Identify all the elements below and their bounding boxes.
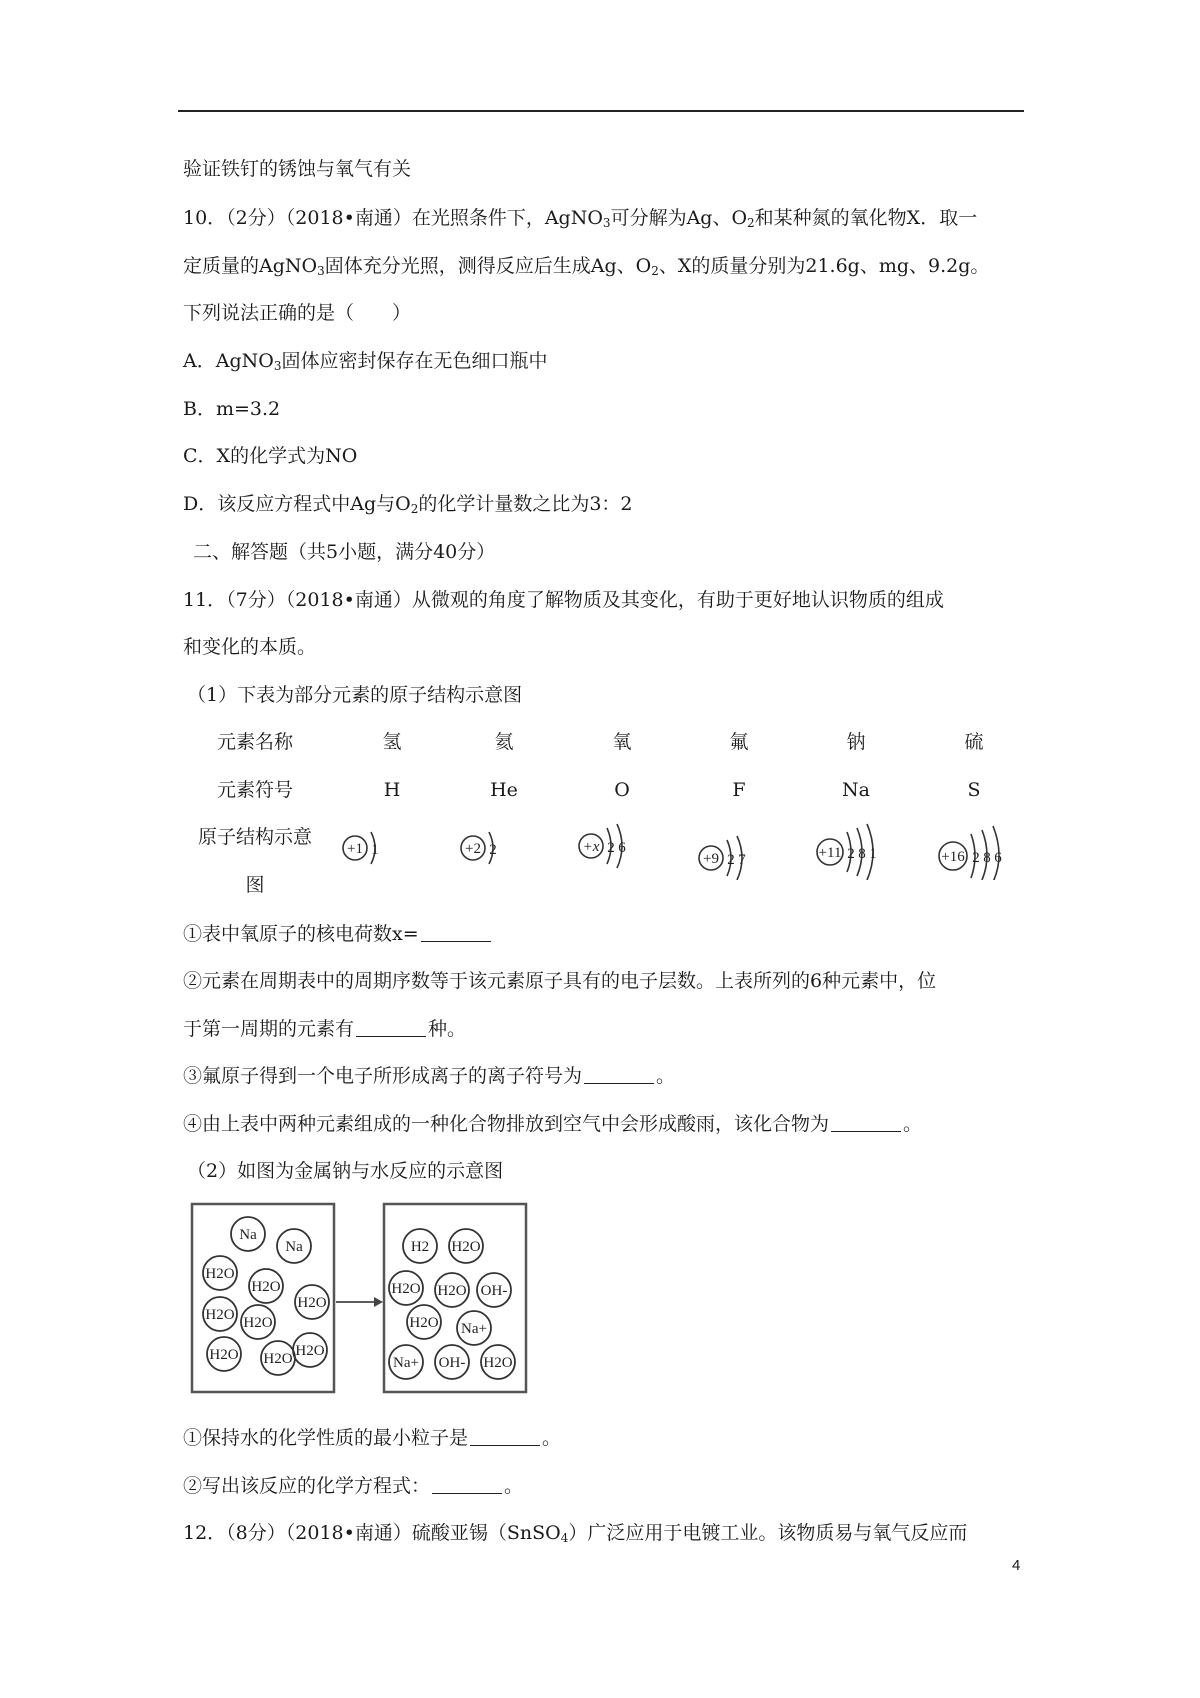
water-molecule: H2O xyxy=(295,1343,325,1359)
option-c: C．X的化学式为NO xyxy=(183,445,358,467)
shell-electrons: 2 xyxy=(972,850,980,866)
water-molecule: H2O xyxy=(297,1295,327,1311)
option-d: D．该反应方程式中Ag与$O_2$的化学计量数之比为3：2 xyxy=(183,493,633,516)
shell-electrons: 1 xyxy=(869,846,877,862)
sodium-atom: Na xyxy=(239,1227,257,1243)
sodium-atom: Na xyxy=(285,1239,303,1255)
element-symbol: Na xyxy=(842,779,870,801)
sub-question-2-1: ①保持水的化学性质的最小粒子是 。 xyxy=(183,1427,562,1449)
nucleus-label: +9 xyxy=(703,851,719,867)
nucleus-label: +16 xyxy=(941,849,965,865)
nucleus-label: +11 xyxy=(818,845,842,861)
water-molecule: H2O xyxy=(263,1351,293,1367)
hydroxide-ion: OH- xyxy=(438,1355,466,1371)
water-molecule: H2O xyxy=(483,1355,513,1371)
answer-blank[interactable] xyxy=(421,923,491,942)
section-heading: 二、解答题（共5小题，满分40分） xyxy=(193,541,496,563)
shell-electrons: 2 xyxy=(847,846,855,862)
element-name: 氦 xyxy=(494,731,514,753)
part-1-heading: （1）下表为部分元素的原子结构示意图 xyxy=(187,684,523,706)
water-molecule: H2O xyxy=(437,1283,467,1299)
shell-electrons: 2 xyxy=(607,840,615,856)
sub-question-3: ③氟原子得到一个电子所形成离子的离子符号为 。 xyxy=(183,1065,676,1087)
hydroxide-ion: OH- xyxy=(480,1283,508,1299)
water-molecule: H2O xyxy=(391,1281,421,1297)
page-number: 4 xyxy=(1012,1557,1021,1574)
answer-blank[interactable] xyxy=(584,1065,654,1084)
header-rule xyxy=(178,110,1024,112)
question-10-line-1: 10．（2分）（2018•南通）在光照条件下，AgNO$_3$可分解为Ag、$O_2$和某种氮的氧化物X．取一 xyxy=(183,207,978,230)
answer-blank[interactable] xyxy=(470,1427,540,1446)
sub-question-1: ①表中氧原子的核电荷数x= xyxy=(183,921,493,947)
sub-question-2-2: ②写出该反应的化学方程式： 。 xyxy=(183,1475,524,1497)
answer-blank[interactable] xyxy=(432,1475,502,1494)
shell-electrons: 8 xyxy=(983,850,991,866)
water-molecule: H2O xyxy=(409,1315,439,1331)
option-b: B．m=3.2 xyxy=(183,398,281,420)
question-11-line-1: 11．（7分）（2018•南通）从微观的角度了解物质及其变化，有助于更好地认识物质的组成 xyxy=(183,589,944,611)
shell-electrons: 6 xyxy=(994,850,1002,866)
element-name: 硫 xyxy=(964,731,984,753)
shell-electrons: 8 xyxy=(858,846,866,862)
answer-blank[interactable] xyxy=(831,1113,901,1132)
water-molecule: H2O xyxy=(205,1307,235,1323)
water-molecule: H2O xyxy=(251,1279,281,1295)
element-symbol: H xyxy=(383,779,401,801)
element-symbol: He xyxy=(490,779,518,801)
element-name: 氧 xyxy=(612,731,632,753)
sub-question-2-line-1: ②元素在周期表中的周期序数等于该元素原子具有的电子层数。上表所列的6种元素中，位 xyxy=(183,970,937,992)
shell-electrons: 2 xyxy=(727,852,735,868)
question-10-line-3: 下列说法正确的是（ ） xyxy=(183,302,412,324)
shell-electrons: 6 xyxy=(618,840,626,856)
reaction-arrow-icon xyxy=(336,1297,383,1307)
water-molecule: H2O xyxy=(243,1315,273,1331)
row-label-name: 元素名称 xyxy=(216,731,293,753)
sodium-ion: Na+ xyxy=(461,1321,487,1337)
element-name: 钠 xyxy=(846,731,866,753)
text-line: 验证铁钉的锈蚀与氧气有关 xyxy=(183,158,412,180)
option-a: A．AgNO$_3$固体应密封保存在无色细口瓶中 xyxy=(183,350,548,373)
answer-blank[interactable] xyxy=(356,1018,426,1037)
nucleus-label: +1 xyxy=(347,841,363,857)
nucleus-label: +x xyxy=(582,839,600,855)
question-10-line-2: 定质量的AgNO$_3$固体充分光照，测得反应后生成Ag、$O_2$、X的质量分别为21.6g、mg、9.2g。 xyxy=(183,255,990,278)
water-molecule: H2O xyxy=(451,1239,481,1255)
element-symbol: F xyxy=(732,779,746,801)
shell-electrons: 1 xyxy=(371,842,379,858)
element-symbol: O xyxy=(614,779,630,801)
sodium-ion: Na+ xyxy=(393,1355,419,1371)
element-name: 氢 xyxy=(382,731,402,753)
question-12-line-1: 12．（8分）（2018•南通）硫酸亚锡（SnSO$_4$）广泛应用于电镀工业。该物质易与氧气反应而 xyxy=(183,1522,968,1545)
row-label-symbol: 元素符号 xyxy=(216,779,293,801)
sub-question-2-line-2: 于第一周期的元素有 种。 xyxy=(183,1018,467,1040)
element-symbol: S xyxy=(967,779,981,801)
shell-electrons: 7 xyxy=(738,852,746,868)
nucleus-label: +2 xyxy=(465,841,481,857)
question-11-line-2: 和变化的本质。 xyxy=(183,636,317,658)
shell-electrons: 2 xyxy=(489,842,497,858)
row-label-diagram: 原子结构示意 xyxy=(197,826,312,848)
hydrogen-molecule: H2 xyxy=(410,1239,430,1255)
water-molecule: H2O xyxy=(209,1347,239,1363)
part-2-heading: （2）如图为金属钠与水反应的示意图 xyxy=(187,1160,504,1182)
atom-structure-diagrams xyxy=(335,820,1055,880)
element-name: 氟 xyxy=(729,731,749,753)
row-label-diagram-cont: 图 xyxy=(245,874,265,896)
sodium-water-reaction-diagram xyxy=(188,1198,533,1398)
water-molecule: H2O xyxy=(205,1266,235,1282)
sub-question-4: ④由上表中两种元素组成的一种化合物排放到空气中会形成酸雨，该化合物为 。 xyxy=(183,1113,923,1135)
